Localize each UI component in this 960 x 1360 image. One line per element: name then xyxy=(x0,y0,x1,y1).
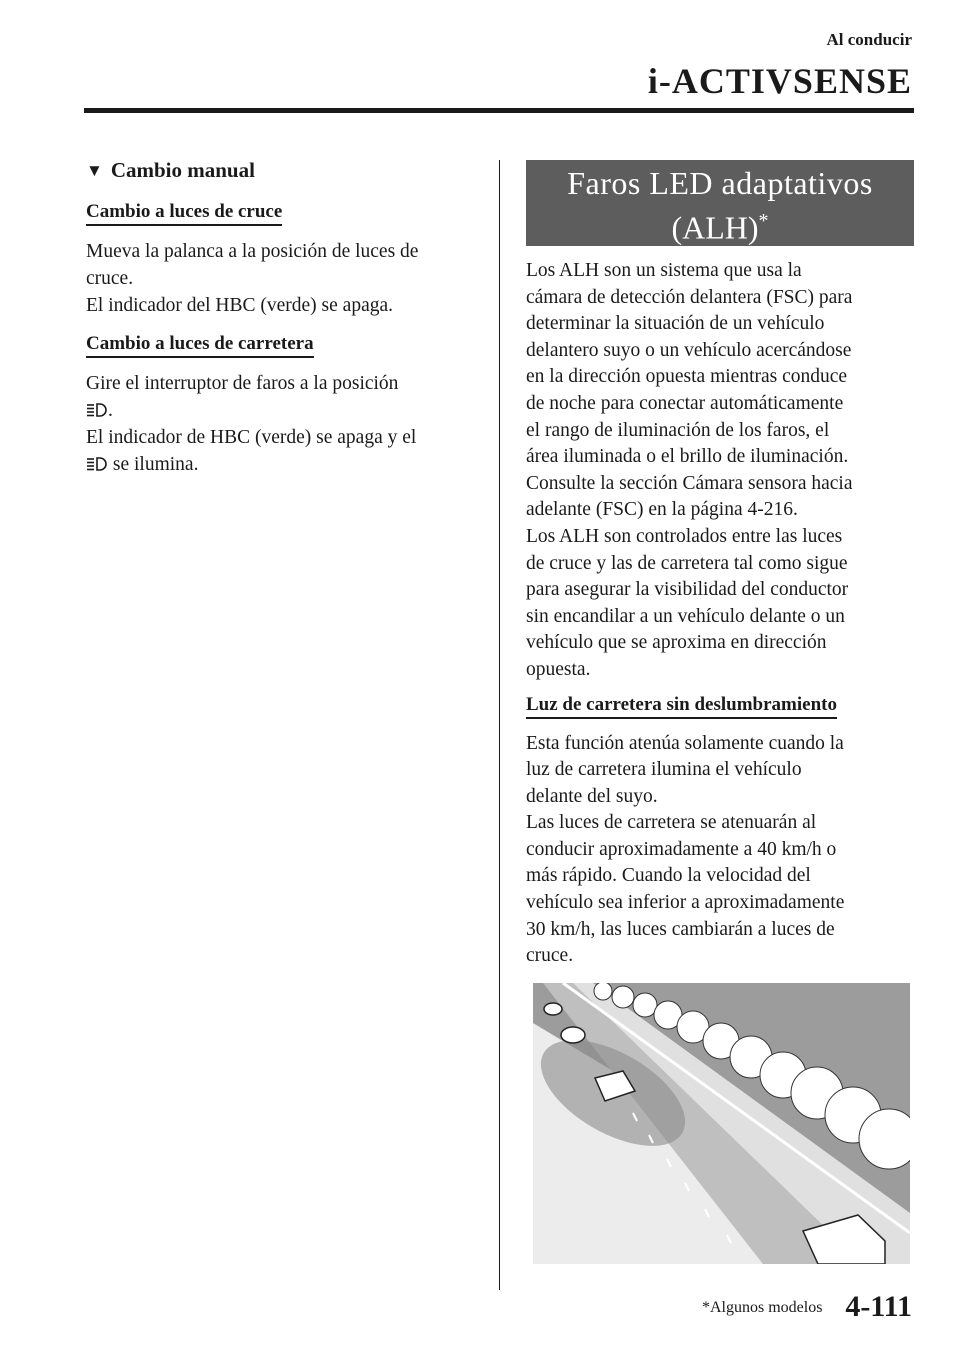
text-line: Consulte la sección Cámara sensora hacia xyxy=(526,472,853,494)
text-line xyxy=(86,397,481,424)
high-beam-text xyxy=(86,370,481,478)
header-rule xyxy=(84,108,914,113)
triangle-marker-icon: ▼ xyxy=(86,160,103,180)
text-line: cámara de detección delantera (FSC) para xyxy=(526,286,853,308)
text-line: Las luces de carretera se atenuarán al xyxy=(526,812,817,834)
banner-title-line1: Faros LED adaptativos xyxy=(567,165,873,201)
text-line: Los ALH son controlados entre las luces xyxy=(526,525,843,547)
text-line: luz de carretera ilumina el vehículo xyxy=(526,759,802,781)
footnote-marker: * xyxy=(758,210,769,232)
section-title-text: Cambio manual xyxy=(110,158,255,182)
text-line: delantero suyo o un vehículo acercándose xyxy=(526,339,852,361)
high-beam-icon xyxy=(86,452,108,466)
text-line: más rápido. Cuando la velocidad del xyxy=(526,865,811,887)
text-line: de noche para conectar automáticamente xyxy=(526,392,844,414)
text-line: delante del suyo. xyxy=(526,785,658,807)
high-beam-icon xyxy=(86,398,108,412)
banner-title-line2 xyxy=(526,202,914,247)
column-divider xyxy=(499,160,500,1290)
text-line: El indicador de HBC (verde) se apaga y el xyxy=(86,427,417,448)
header-section-label: Al conducir xyxy=(826,30,912,49)
section-title xyxy=(86,158,481,183)
text-line: vehículo sea inferior a aproximadamente xyxy=(526,892,845,914)
section-banner xyxy=(526,160,914,246)
text-line: 30 km/h, las luces cambiarán a luces de xyxy=(526,918,835,940)
left-column xyxy=(86,158,481,486)
text-line: en la dirección opuesta mientras conduce xyxy=(526,366,848,388)
text-line: área iluminada o el brillo de iluminación. xyxy=(526,446,849,468)
text-line: para asegurar la visibilidad del conductor xyxy=(526,579,849,601)
text-line: adelante (FSC) en la página 4-216. xyxy=(526,499,798,521)
text-line xyxy=(86,451,481,478)
page-number: 4-111 xyxy=(845,1290,912,1323)
header-chapter-title: i-ACTIVSENSE xyxy=(647,61,912,101)
text-line: Mueva la palanca a la posición de luces de xyxy=(86,241,419,262)
text-line: el rango de iluminación de los faros, el xyxy=(526,419,830,441)
right-column xyxy=(526,160,914,970)
text-line: vehículo que se aproxima en dirección xyxy=(526,632,827,654)
text-fragment: se ilumina. xyxy=(108,454,199,475)
text-line: de cruce y las de carretera tal como sigue xyxy=(526,552,848,574)
text-fragment: . xyxy=(108,400,113,421)
intro-text xyxy=(526,258,914,684)
text-line: conducir aproximadamente a 40 km/h o xyxy=(526,838,837,860)
text-line: opuesta. xyxy=(526,658,591,680)
text-line: Los ALH son un sistema que usa la xyxy=(526,260,802,281)
text-line: sin encandilar a un vehículo delante o un xyxy=(526,605,845,627)
text-line: Esta función atenúa solamente cuando la xyxy=(526,732,844,754)
text-line: cruce. xyxy=(86,268,134,289)
low-beam-text xyxy=(86,238,481,319)
text-line: cruce. xyxy=(526,945,574,967)
glare-free-heading: Luz de carretera sin deslumbramiento xyxy=(526,694,837,719)
alh-illustration xyxy=(533,983,910,1264)
low-beam-heading: Cambio a luces de cruce xyxy=(86,201,282,226)
text-line: Gire el interruptor de faros a la posición xyxy=(86,373,399,394)
text-line: El indicador del HBC (verde) se apaga. xyxy=(86,295,394,316)
footnote-text: *Algunos modelos xyxy=(702,1299,823,1316)
glare-free-text xyxy=(526,731,914,970)
high-beam-heading: Cambio a luces de carretera xyxy=(86,333,314,358)
text-line: determinar la situación de un vehículo xyxy=(526,313,825,335)
banner-title-abbrev: (ALH) xyxy=(671,209,759,246)
